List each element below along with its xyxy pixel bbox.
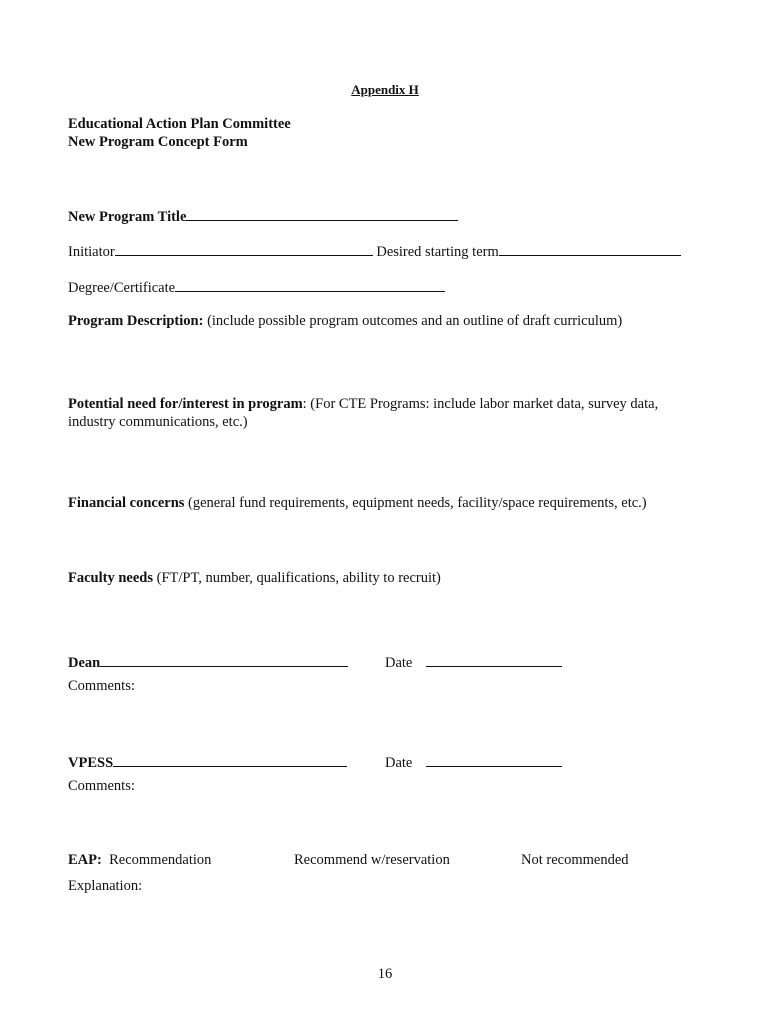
form-title: New Program Concept Form xyxy=(68,134,248,150)
eap-row xyxy=(68,852,211,869)
program-title-label: New Program Title xyxy=(68,209,187,225)
potential-need: Potential need for/interest in program: (For CTE Programs: include labor market data, survey data, industry communications, etc.) xyxy=(68,396,659,430)
vpess-signature-line[interactable] xyxy=(113,752,347,767)
dean-label: Dean xyxy=(68,655,101,671)
faculty-needs: Faculty needs (FT/PT, number, qualifications, ability to recruit) xyxy=(68,570,441,586)
financial-concerns: Financial concerns (general fund requirements, equipment needs, facility/space requirements, etc.) xyxy=(68,495,647,511)
degree-field xyxy=(68,277,445,297)
vpess-comments-label: Comments: xyxy=(68,778,135,794)
desired-term-line[interactable] xyxy=(499,241,681,256)
initiator-label: Initiator xyxy=(68,244,115,260)
eap-explanation-label: Explanation: xyxy=(68,878,143,894)
vpess-date: Date xyxy=(385,752,562,772)
program-title-field xyxy=(68,206,458,226)
page-number: 16 xyxy=(377,966,393,982)
committee-name: Educational Action Plan Committee xyxy=(68,116,291,132)
dean-date: Date xyxy=(385,652,562,672)
eap-option-recommendation[interactable]: Recommendation xyxy=(109,852,212,868)
dean-signoff xyxy=(68,652,348,672)
desired-term-label: Desired starting term xyxy=(376,244,499,260)
dean-comments-label: Comments: xyxy=(68,678,135,694)
dean-date-line[interactable] xyxy=(426,652,562,667)
eap-option-reservation[interactable]: Recommend w/reservation xyxy=(294,852,450,868)
eap-label: EAP: xyxy=(68,852,102,868)
degree-label: Degree/Certificate xyxy=(68,280,176,296)
initiator-line[interactable] xyxy=(115,241,373,256)
vpess-date-line[interactable] xyxy=(426,752,562,767)
program-title-line[interactable] xyxy=(186,206,458,221)
appendix-heading: Appendix H xyxy=(351,82,419,97)
program-description: Program Description: (include possible program outcomes and an outline of draft curriculum) xyxy=(68,313,623,329)
vpess-label: VPESS xyxy=(68,755,114,771)
vpess-signoff xyxy=(68,752,347,772)
eap-option-not-recommended[interactable]: Not recommended xyxy=(521,852,629,868)
dean-signature-line[interactable] xyxy=(100,652,348,667)
initiator-field xyxy=(68,241,681,261)
degree-line[interactable] xyxy=(175,277,445,292)
